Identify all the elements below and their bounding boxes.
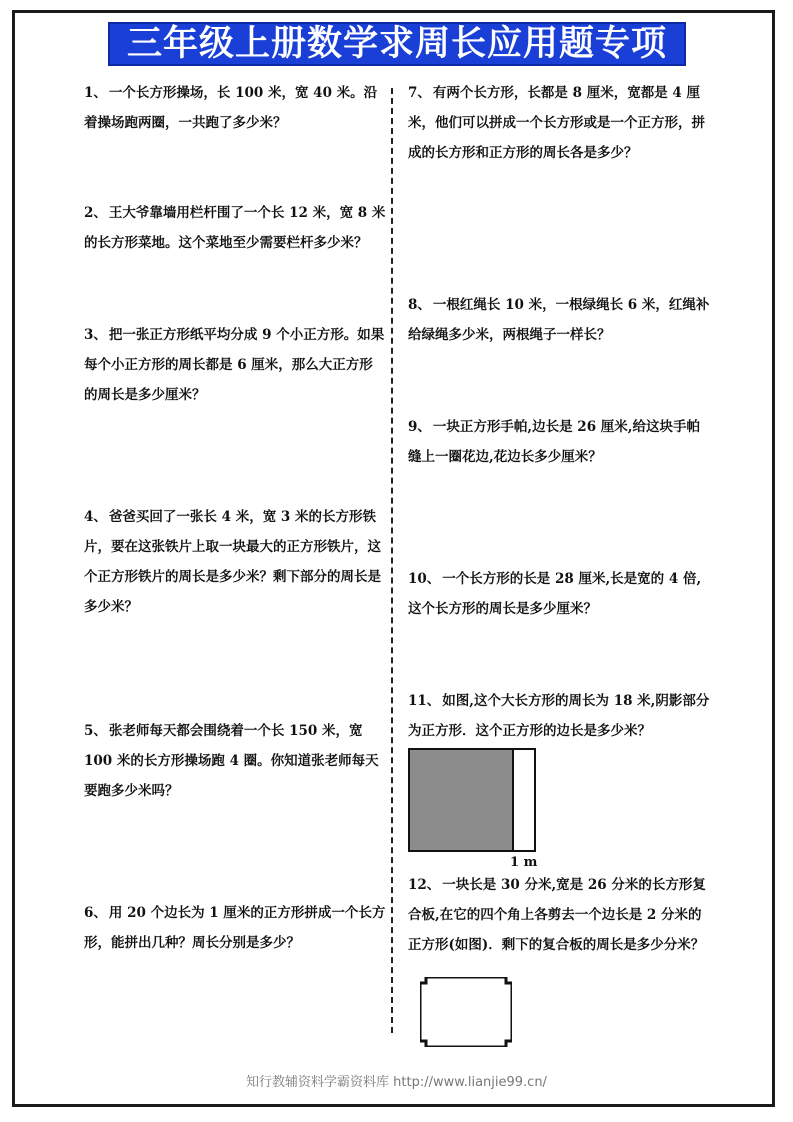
question-text: 一块长是 30 分米,宽是 26 分米的长方形复合板,在它的四个角上各剪去一个边长是 2 分米的正方形(如图)．剩下的复合板的周长是多少分米？: [408, 877, 706, 953]
question-text: 爸爸买回了一张长 4 米，宽 3 米的长方形铁片，要在这张铁片上取一块最大的正方形铁片，这个正方形铁片的周长是多少米？剩下部分的周长是多少米？: [84, 509, 381, 615]
question-text: 有两个长方形，长都是 8 厘米，宽都是 4 厘米，他们可以拼成一个长方形或是一个正方形，拼成的长方形和正方形的周长各是多少？: [408, 85, 705, 161]
question-number: 4、: [84, 509, 107, 525]
question-6: [84, 898, 386, 958]
question-number: 5、: [84, 723, 107, 739]
question-text: 用 20 个边长为 1 厘米的正方形拼成一个长方形，能拼出几种？周长分别是多少？: [84, 905, 386, 951]
figure-11-shaded-square: [410, 750, 514, 850]
page-title: 三年级上册数学求周长应用题专项: [108, 22, 686, 66]
question-4: [84, 502, 386, 622]
question-8: [408, 290, 713, 350]
question-7: [408, 78, 713, 168]
question-1: [84, 78, 386, 138]
question-number: 8、: [408, 297, 431, 313]
question-text: 一块正方形手帕,边长是 26 厘米,给这块手帕缝上一圈花边,花边长多少厘米？: [408, 419, 700, 465]
question-12: [408, 870, 713, 960]
question-10: [408, 564, 713, 624]
question-11: [408, 686, 713, 746]
question-number: 7、: [408, 85, 431, 101]
question-number: 3、: [84, 327, 107, 343]
question-text: 如图,这个大长方形的周长为 18 米,阴影部分为正方形．这个正方形的边长是多少米？: [408, 693, 710, 739]
question-9: [408, 412, 713, 472]
figure-11-label: 1 m: [510, 855, 538, 870]
figure-12-outline: [420, 977, 512, 1047]
question-5: [84, 716, 386, 806]
question-number: 1、: [84, 85, 107, 101]
question-number: 12、: [408, 877, 441, 893]
question-text: 一个长方形的长是 28 厘米,长是宽的 4 倍,这个长方形的周长是多少厘米？: [408, 571, 702, 617]
question-number: 2、: [84, 205, 107, 221]
question-number: 6、: [84, 905, 107, 921]
figure-12-board: [420, 977, 512, 1047]
figure-11-rectangle: [408, 748, 536, 852]
column-divider: [391, 88, 393, 1033]
question-text: 一个长方形操场，长 100 米，宽 40 米。沿着操场跑两圈，一共跑了多少米？: [84, 85, 378, 131]
question-text: 王大爷靠墙用栏杆围了一个长 12 米，宽 8 米的长方形菜地。这个菜地至少需要栏杆多少米？: [84, 205, 386, 251]
question-text: 把一张正方形纸平均分成 9 个小正方形。如果每个小正方形的周长都是 6 厘米，那么大正方形的周长是多少厘米？: [84, 327, 385, 403]
footer-watermark: 知行教辅资料学霸资料库 http://www.lianjie99.cn/: [246, 1075, 547, 1090]
question-text: 一根红绳长 10 米，一根绿绳长 6 米，红绳补给绿绳多少米，两根绳子一样长？: [408, 297, 710, 343]
question-2: [84, 198, 386, 258]
question-text: 张老师每天都会围绕着一个长 150 米，宽 100 米的长方形操场跑 4 圈。你知道张老师每天要跑多少米吗？: [84, 723, 379, 799]
question-number: 11、: [408, 693, 441, 709]
question-number: 9、: [408, 419, 431, 435]
question-number: 10、: [408, 571, 441, 587]
question-3: [84, 320, 386, 410]
